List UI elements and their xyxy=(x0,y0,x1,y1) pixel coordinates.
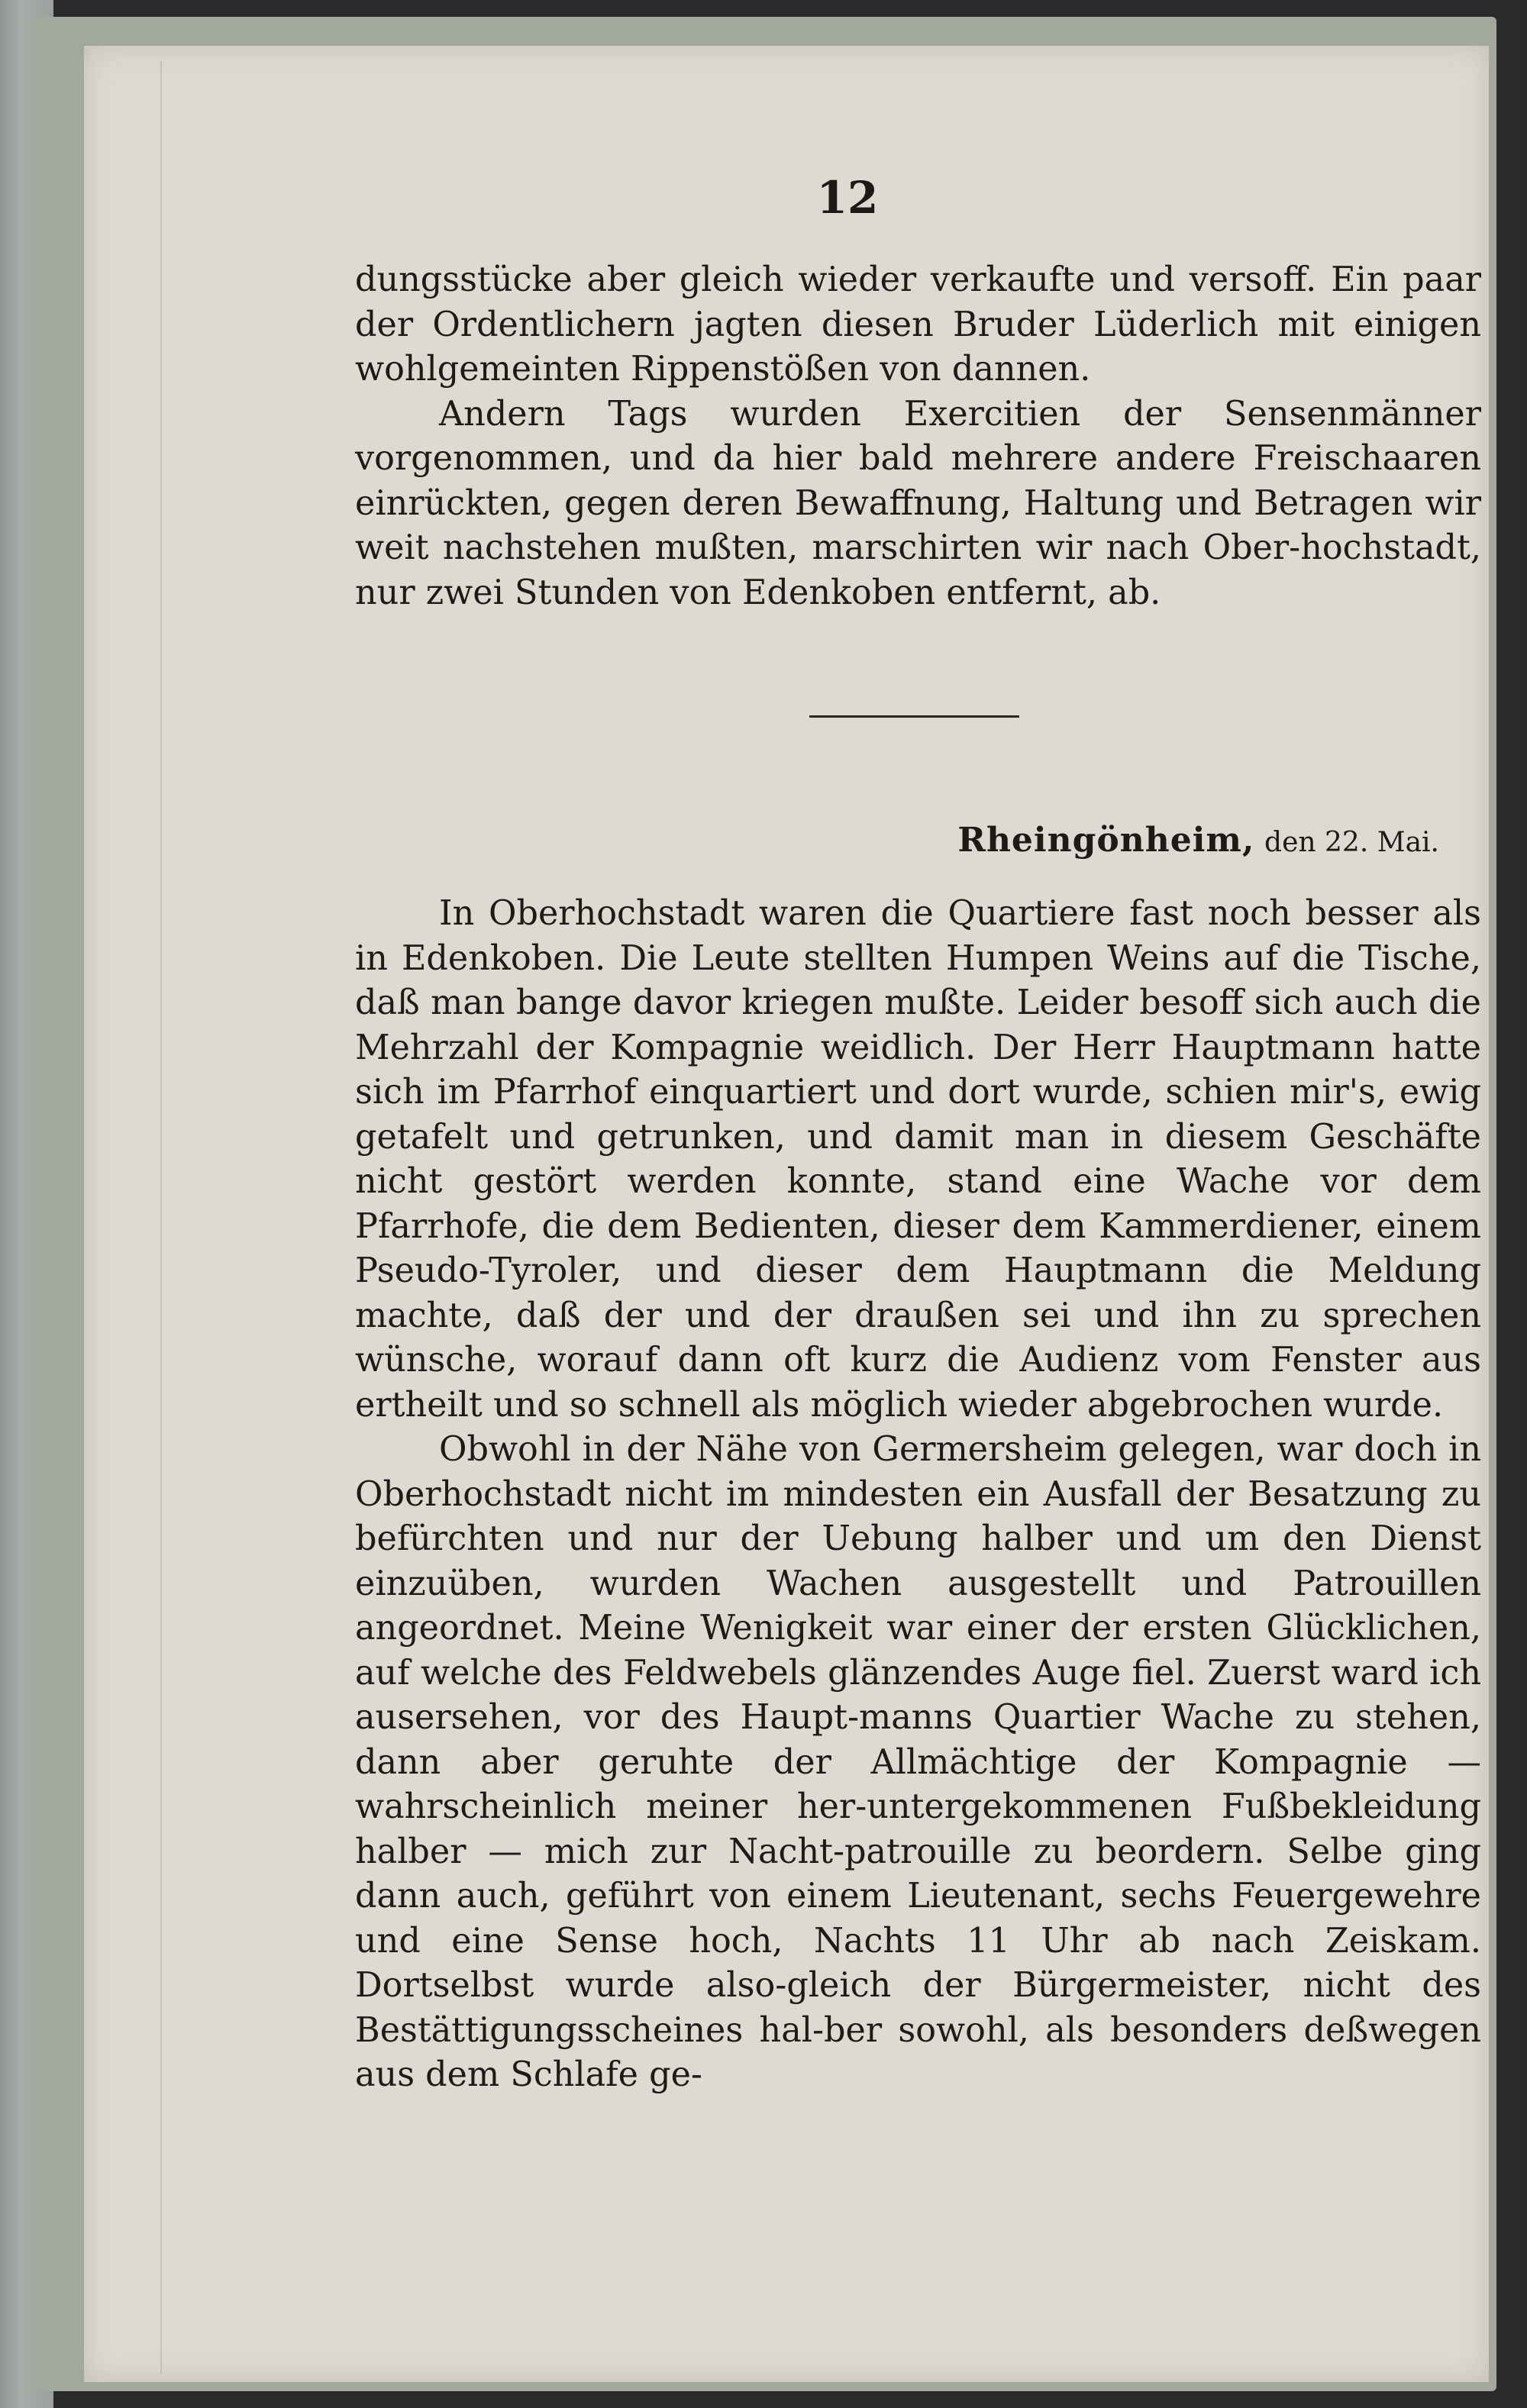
dateline xyxy=(355,821,1439,860)
paragraph: dungsstücke aber gleich wieder verkaufte und versoff. Ein paar der Ordentlichern jagten diesen Bruder Lüderlich mit einigen wohlgemeinten Rippenstößen von dannen. xyxy=(355,260,1481,389)
dateline-date: den 22. Mai. xyxy=(1264,827,1439,858)
paragraph: Andern Tags wurden Exercitien der Sensenmänner vorgenommen, und da hier bald mehrere andere Freischaaren einrückten, gegen deren Bewaffnung, Haltung und Betragen wir weit nachstehen mußten, marschirten wir nach Ober-hochstadt, nur zwei Stunden von Edenkoben entfernt, ab. xyxy=(355,394,1481,612)
paragraph: Obwohl in der Nähe von Germersheim gelegen, war doch in Oberhochstadt nicht im mindesten ein Ausfall der Besatzung zu befürchten und nur der Uebung halber und um den Dienst einzuüben, wurden Wachen ausgestellt und Patrouillen angeordnet. Meine Wenigkeit war einer der ersten Glücklichen, auf welche des Feldwebels glänzendes Auge fiel. Zuerst ward ich ausersehen, vor des Haupt-manns Quartier Wache zu stehen, dann aber geruhte der Allmächtige der Kompagnie — wahrscheinlich meiner her-untergekommenen Fußbekleidung halber — mich zur Nacht-patrouille zu beordern. Selbe ging dann auch, geführt von einem Lieutenant, sechs Feuergewehre und eine Sense hoch, Nachts 11 Uhr ab nach Zeiskam. Dortselbst wurde also-gleich der Bürgermeister, nicht des Bestättigungsscheines hal-ber sowohl, als besonders deßwegen aus dem Schlafe ge- xyxy=(355,1430,1481,2094)
section-divider xyxy=(809,715,1019,718)
text-section-two xyxy=(355,892,1481,2098)
paragraph: In Oberhochstadt waren die Quartiere fast noch besser als in Edenkoben. Die Leute stellten Humpen Weins auf die Tische, daß man bange davor kriegen mußte. Leider besoff sich auch die Mehrzahl der Kompagnie weidlich. Der Herr Hauptmann hatte sich im Pfarrhof einquartiert und dort wurde, schien mir's, ewig getafelt und getrunken, und damit man in diesem Geschäfte nicht gestört werden konnte, stand eine Wache vor dem Pfarrhofe, die dem Bedienten, dieser dem Kammerdiener, einem Pseudo-Tyroler, und dieser dem Hauptmann die Meldung machte, daß der und der draußen sei und ihn zu sprechen wünsche, worauf dann oft kurz die Audienz vom Fenster aus ertheilt und so schnell als möglich wieder abgebrochen wurde. xyxy=(355,894,1481,1425)
page-edge xyxy=(160,61,162,2374)
dateline-place: Rheingönheim, xyxy=(957,821,1255,860)
text-section-one xyxy=(355,258,1481,615)
page-number: 12 xyxy=(816,172,879,224)
